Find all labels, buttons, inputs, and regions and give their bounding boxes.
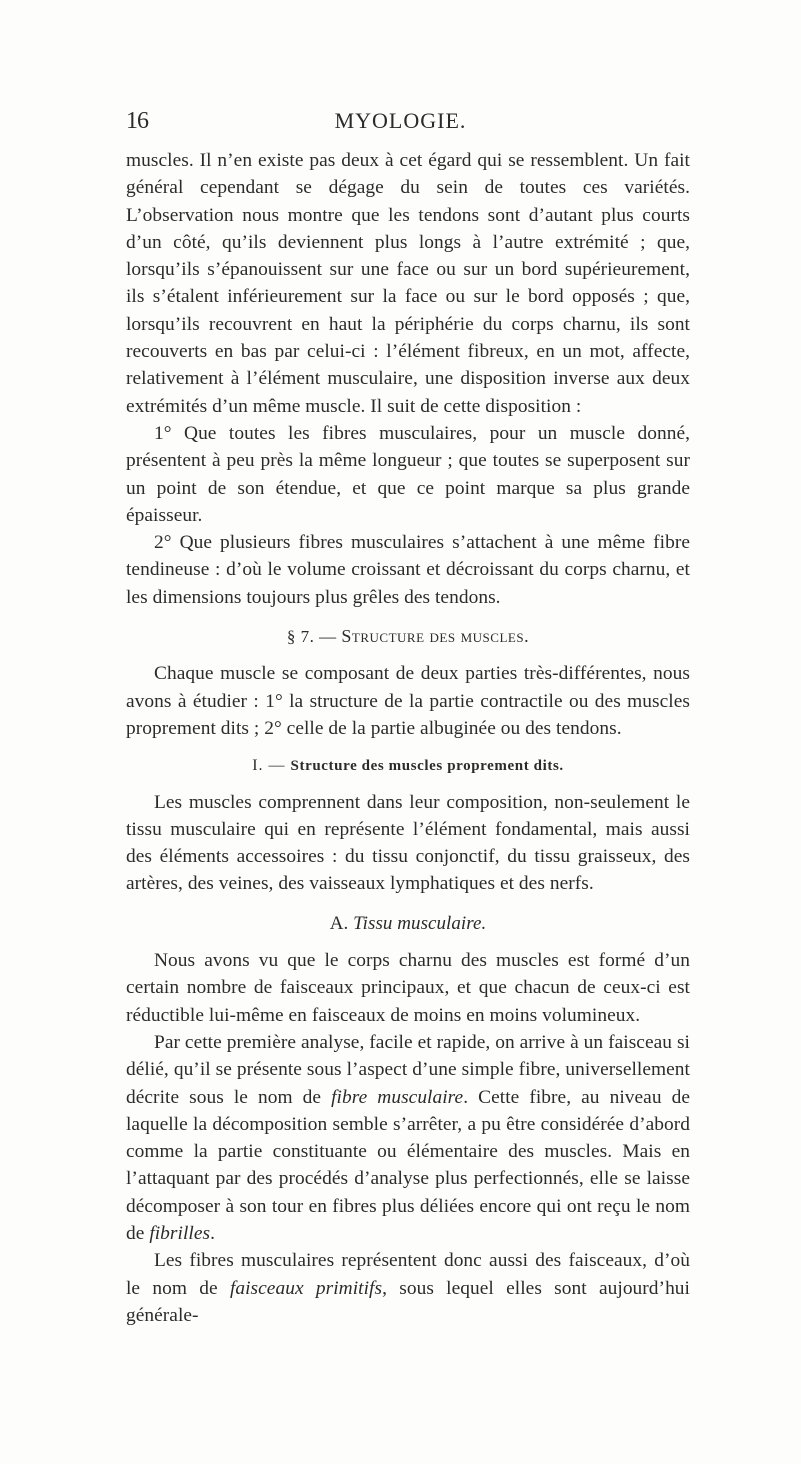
subheading xyxy=(126,752,690,780)
term: fibrilles xyxy=(149,1222,211,1244)
page-header xyxy=(0,108,801,138)
paragraph: Les muscles comprennent dans leur composition, non-seulement le tissu musculaire qui en représente l’élément fondamental, mais aussi des éléments accessoires : du tissu conjonctif, du tissu graisseux, des artères, des veines, des vaisseaux lymphatiques et des nerfs. xyxy=(126,791,690,895)
paragraph xyxy=(126,1247,690,1329)
subsection-label: A. xyxy=(329,912,349,934)
paragraph: Nous avons vu que le corps charnu des muscles est formé d’un certain nombre de faisceaux principaux, et que chacun de ceux-ci est réductible lui-même en faisceaux de moins en moins volumineux. xyxy=(126,950,690,1026)
section-label: § 7. — xyxy=(286,627,337,647)
paragraph: 2° Que plusieurs fibres musculaires s’attachent à une même fibre tendineuse : d’où le volume croissant et décroissant du corps charnu, et les dimensions toujours plus grêles des tendons. xyxy=(126,532,690,608)
text-run: Par cette première analyse, facile et rapide, on arrive à un faisceau si délié, qu’il se présente sous l’aspect d’une simple fibre, universellement décrite sous le nom de xyxy=(126,1031,690,1108)
page-number: 16 xyxy=(126,108,148,134)
subsection-heading xyxy=(126,910,690,937)
term: faisceaux primitifs xyxy=(229,1277,383,1299)
body-text xyxy=(126,147,690,1329)
paragraph xyxy=(126,1029,690,1247)
text-run: Les fibres musculaires représentent donc aussi des faisceaux, d’où le nom de xyxy=(126,1250,690,1299)
subheading-label: I. — xyxy=(252,757,286,775)
section-heading xyxy=(126,623,690,650)
running-head: MYOLOGIE. xyxy=(334,108,467,133)
term: fibre musculaire xyxy=(331,1086,464,1108)
paragraph: muscles. Il n’en existe pas deux à cet égard qui se ressemblent. Un fait général cependant se dégage du sein de toutes ces variétés. L’observation nous montre que les tendons sont d’autant plus courts d’un côté, qu’ils deviennent plus longs à l’autre extrémité ; que, lorsqu’ils s’épanouissent sur une face ou sur un bord supérieurement, ils s’étalent inférieurement sur la face ou sur le bord opposés ; que, lorsqu’ils recouvrent en haut la périphérie du corps charnu, ils sont recouverts en bas par celui-ci : l’élément fibreux, en un mot, affecte, relativement à l’élément musculaire, une disposition inverse aux deux extrémités d’un même muscle. Il suit de cette disposition : xyxy=(126,150,690,417)
text-run: , sous lequel elles sont aujourd’hui générale- xyxy=(126,1277,690,1326)
text-run: . Cette fibre, au niveau de laquelle la décomposition semble s’arrêter, a pu être considérée d’abord comme la partie constituante ou élémentaire des muscles. Mais en l’attaquant par des procédés d’analyse plus perfectionnés, elle se laisse décomposer à son tour en fibres plus déliées encore qui ont reçu le nom de xyxy=(126,1086,690,1244)
paragraph: 1° Que toutes les fibres musculaires, pour un muscle donné, présentent à peu près la même longueur ; que toutes se superposent sur un point de son étendue, et que ce point marque sa plus grande épaisseur. xyxy=(126,422,690,526)
paragraph: Chaque muscle se composant de deux parties très-différentes, nous avons à étudier : 1° la structure de la partie contractile ou des muscles proprement dits ; 2° celle de la partie albuginée ou des tendons. xyxy=(126,663,690,739)
text-run: . xyxy=(210,1222,215,1244)
subheading-title: Structure des muscles proprement dits. xyxy=(290,758,564,775)
subsection-title: Tissu musculaire. xyxy=(353,912,487,934)
section-title: Structure des muscles. xyxy=(341,626,530,647)
